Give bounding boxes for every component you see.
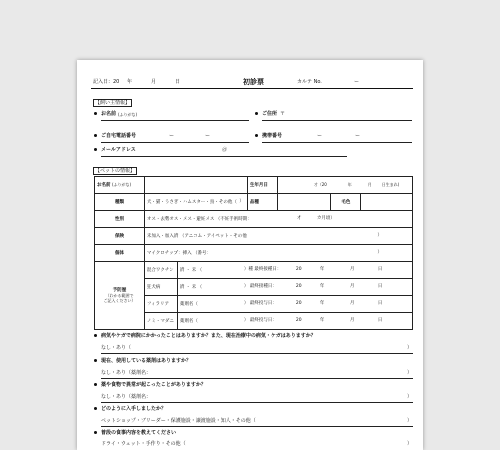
prevention-options: 薬剤名（ [179, 318, 198, 324]
species-label: 種類 [114, 199, 124, 205]
prevention-year: 年 [319, 284, 325, 289]
owner-name-label: お名前 [101, 111, 117, 117]
intake-form-sheet [77, 60, 423, 450]
address-field[interactable] [262, 120, 412, 121]
pet-name-field[interactable] [144, 177, 247, 194]
prevention-day: 日 [377, 267, 383, 272]
prevention-day: 日 [377, 301, 383, 306]
prevention-day: 日 [377, 284, 383, 289]
sex-label: 性別 [114, 216, 124, 222]
sex-header [95, 211, 145, 228]
mobile-label: 携帯番号 [262, 133, 283, 139]
breed-field[interactable] [277, 194, 331, 211]
prevention-name-cell [144, 279, 177, 296]
entry-date-label: 記入日：20 [93, 79, 120, 85]
birthday-label: 生年月日 [249, 182, 268, 188]
prevention-year-prefix: 20 [295, 284, 302, 289]
id-label: 個体 [114, 250, 124, 256]
prevention-month: 月 [349, 301, 355, 306]
answer-field[interactable] [101, 426, 413, 427]
prevention-detail: ） 最終投与日： [243, 318, 277, 323]
answer-field[interactable] [101, 353, 413, 354]
prevention-year-prefix: 20 [295, 267, 302, 272]
karte-number-label: カルテ No. [297, 79, 322, 85]
sex-options: オス・去勢オス・メス・避妊メス （不妊手術時期： [146, 216, 252, 222]
prevention-year-prefix: 20 [295, 301, 302, 306]
question-text: 普段の食事内容を教えてください [101, 430, 177, 436]
prevention-year: 年 [319, 267, 325, 272]
question-text: どのように入手しましたか？ [101, 406, 167, 412]
id-field[interactable] [144, 245, 412, 262]
karte-number-dash: ー [354, 79, 360, 85]
answer-field[interactable] [101, 402, 413, 403]
species-header [95, 194, 145, 211]
prevention-detail: ） 最終投与日： [243, 301, 277, 306]
bullet-icon [94, 134, 97, 137]
id-options: マイクロチップ：挿入 （番号： [146, 250, 212, 256]
question-text: 病気やケガで病院にかかったことはありますか？また、現在治療中の病気・ケガはありますか？ [101, 333, 316, 339]
prevention-detail: ）種 最終接種日： [243, 267, 282, 272]
prevention-note-2: ご記入ください） [103, 298, 136, 303]
species-close: ） [239, 199, 244, 204]
bullet-icon [94, 383, 97, 386]
species-options: 犬・猫・うさぎ・ハムスター・鳥・その他（ [146, 199, 237, 205]
mobile-sep: ー [317, 133, 323, 139]
prevention-row[interactable] [177, 313, 412, 330]
answer-field[interactable] [101, 378, 413, 379]
entry-year-label: 年 [127, 79, 133, 85]
health-label: 保険 [114, 233, 124, 239]
color-field[interactable] [361, 194, 413, 211]
sex-field[interactable] [144, 211, 412, 228]
question-text: 現在、使用している薬剤はありますか？ [101, 358, 192, 364]
health-options: 未加入・加入済 （アニコム・アイペット・その他 [146, 233, 247, 239]
answer-options: なし・あり（ [101, 345, 132, 351]
prevention-month: 月 [349, 284, 355, 289]
bullet-icon [94, 112, 97, 115]
birthday-field[interactable] [277, 177, 412, 194]
prevention-note-1: （わかる範囲で [105, 293, 134, 298]
home-phone-field[interactable] [101, 142, 249, 143]
color-header [331, 194, 361, 211]
postal-mark: 〒 [280, 111, 286, 117]
prevention-row[interactable] [177, 296, 412, 313]
prevention-row[interactable] [177, 262, 412, 279]
pet-name-header [95, 177, 145, 194]
email-field[interactable] [101, 156, 347, 157]
prevention-month: 月 [349, 318, 355, 323]
bullet-icon [94, 431, 97, 434]
header-rule [91, 88, 413, 89]
id-header [95, 245, 145, 262]
prevention-header [95, 262, 145, 330]
sex-age: 才 [296, 216, 302, 221]
home-phone-label: ご自宅電話番号 [101, 133, 137, 139]
prevention-options: 済 ・ 未 （ [179, 284, 203, 290]
bullet-icon [94, 334, 97, 337]
prevention-label: 予防歴 [112, 288, 127, 293]
prevention-year-prefix: 20 [295, 318, 302, 323]
health-field[interactable] [144, 228, 412, 245]
owner-name-field[interactable] [101, 120, 249, 121]
prevention-name: フィラリア [146, 301, 170, 307]
prevention-name-cell [144, 313, 177, 330]
prevention-detail: ） 最終接種日： [243, 284, 277, 289]
bullet-icon [94, 148, 97, 151]
prevention-year: 年 [319, 301, 325, 306]
entry-day-label: 日 [175, 79, 181, 85]
answer-close: ） [407, 441, 413, 447]
answer-options: ペットショップ・ブリーダー・保護施設・譲渡施設・知人・その他（ [101, 418, 256, 424]
id-close: ） [377, 250, 382, 255]
birthday-month: 月 [367, 182, 372, 187]
species-field[interactable] [144, 194, 247, 211]
birthday-year: 年 [347, 182, 352, 187]
answer-close: ） [407, 394, 413, 400]
pet-info-table [94, 176, 413, 330]
email-label: メールアドレス [101, 147, 136, 153]
pet-name-label: お名前 [97, 183, 111, 188]
health-close: ） [377, 233, 382, 238]
birthday-age: 才（20 [313, 182, 327, 187]
prevention-month: 月 [349, 267, 355, 272]
breed-label: 品種 [249, 199, 259, 205]
health-header [95, 228, 145, 245]
prevention-options: 薬剤名（ [179, 301, 198, 307]
bullet-icon [255, 134, 258, 137]
bullet-icon [255, 112, 258, 115]
prevention-name: ノミ・マダニ [146, 318, 174, 324]
pet-section-title: 【ペットの情報】 [95, 168, 136, 174]
home-phone-sep: ー [205, 133, 211, 139]
mobile-field[interactable] [262, 142, 412, 143]
address-label: ご住所 [262, 111, 278, 117]
prevention-name: 狂犬病 [146, 284, 161, 290]
entry-month-label: 月 [151, 79, 157, 85]
bullet-icon [94, 407, 97, 410]
prevention-name-cell [144, 262, 177, 279]
prevention-year: 年 [319, 318, 325, 323]
bullet-icon [94, 359, 97, 362]
answer-close: ） [407, 418, 413, 424]
home-phone-sep: ー [169, 133, 175, 139]
breed-header [247, 194, 277, 211]
birthday-header [247, 177, 277, 194]
mobile-sep: ー [355, 133, 361, 139]
owner-section-title: 【飼い主情報】 [95, 100, 131, 106]
form-title: 初診票 [243, 78, 264, 86]
color-label: 毛色 [341, 199, 351, 205]
birthday-suffix: 日生まれ) [381, 182, 400, 187]
question-text: 薬や食物で異常が起こったことがありますか？ [101, 382, 206, 388]
answer-options: ドライ・ウェット・手作り・その他（ [101, 441, 186, 447]
answer-close: ） [407, 370, 413, 376]
prevention-options: 済 ・ 未 （ [179, 267, 203, 273]
answer-options: なし・あり（薬剤名： [101, 394, 152, 400]
answer-options: なし・あり（薬剤名： [101, 370, 152, 376]
prevention-name: 混合ワクチン [146, 267, 174, 273]
owner-name-furigana: (ふりがな) [118, 111, 138, 117]
prevention-day: 日 [377, 318, 383, 323]
email-at: ＠ [222, 147, 228, 153]
sex-month: カ月頃） [316, 216, 335, 221]
pet-name-furigana: (ふりがな) [111, 182, 132, 187]
answer-close: ） [407, 345, 413, 351]
prevention-name-cell [144, 296, 177, 313]
prevention-row[interactable] [177, 279, 412, 296]
